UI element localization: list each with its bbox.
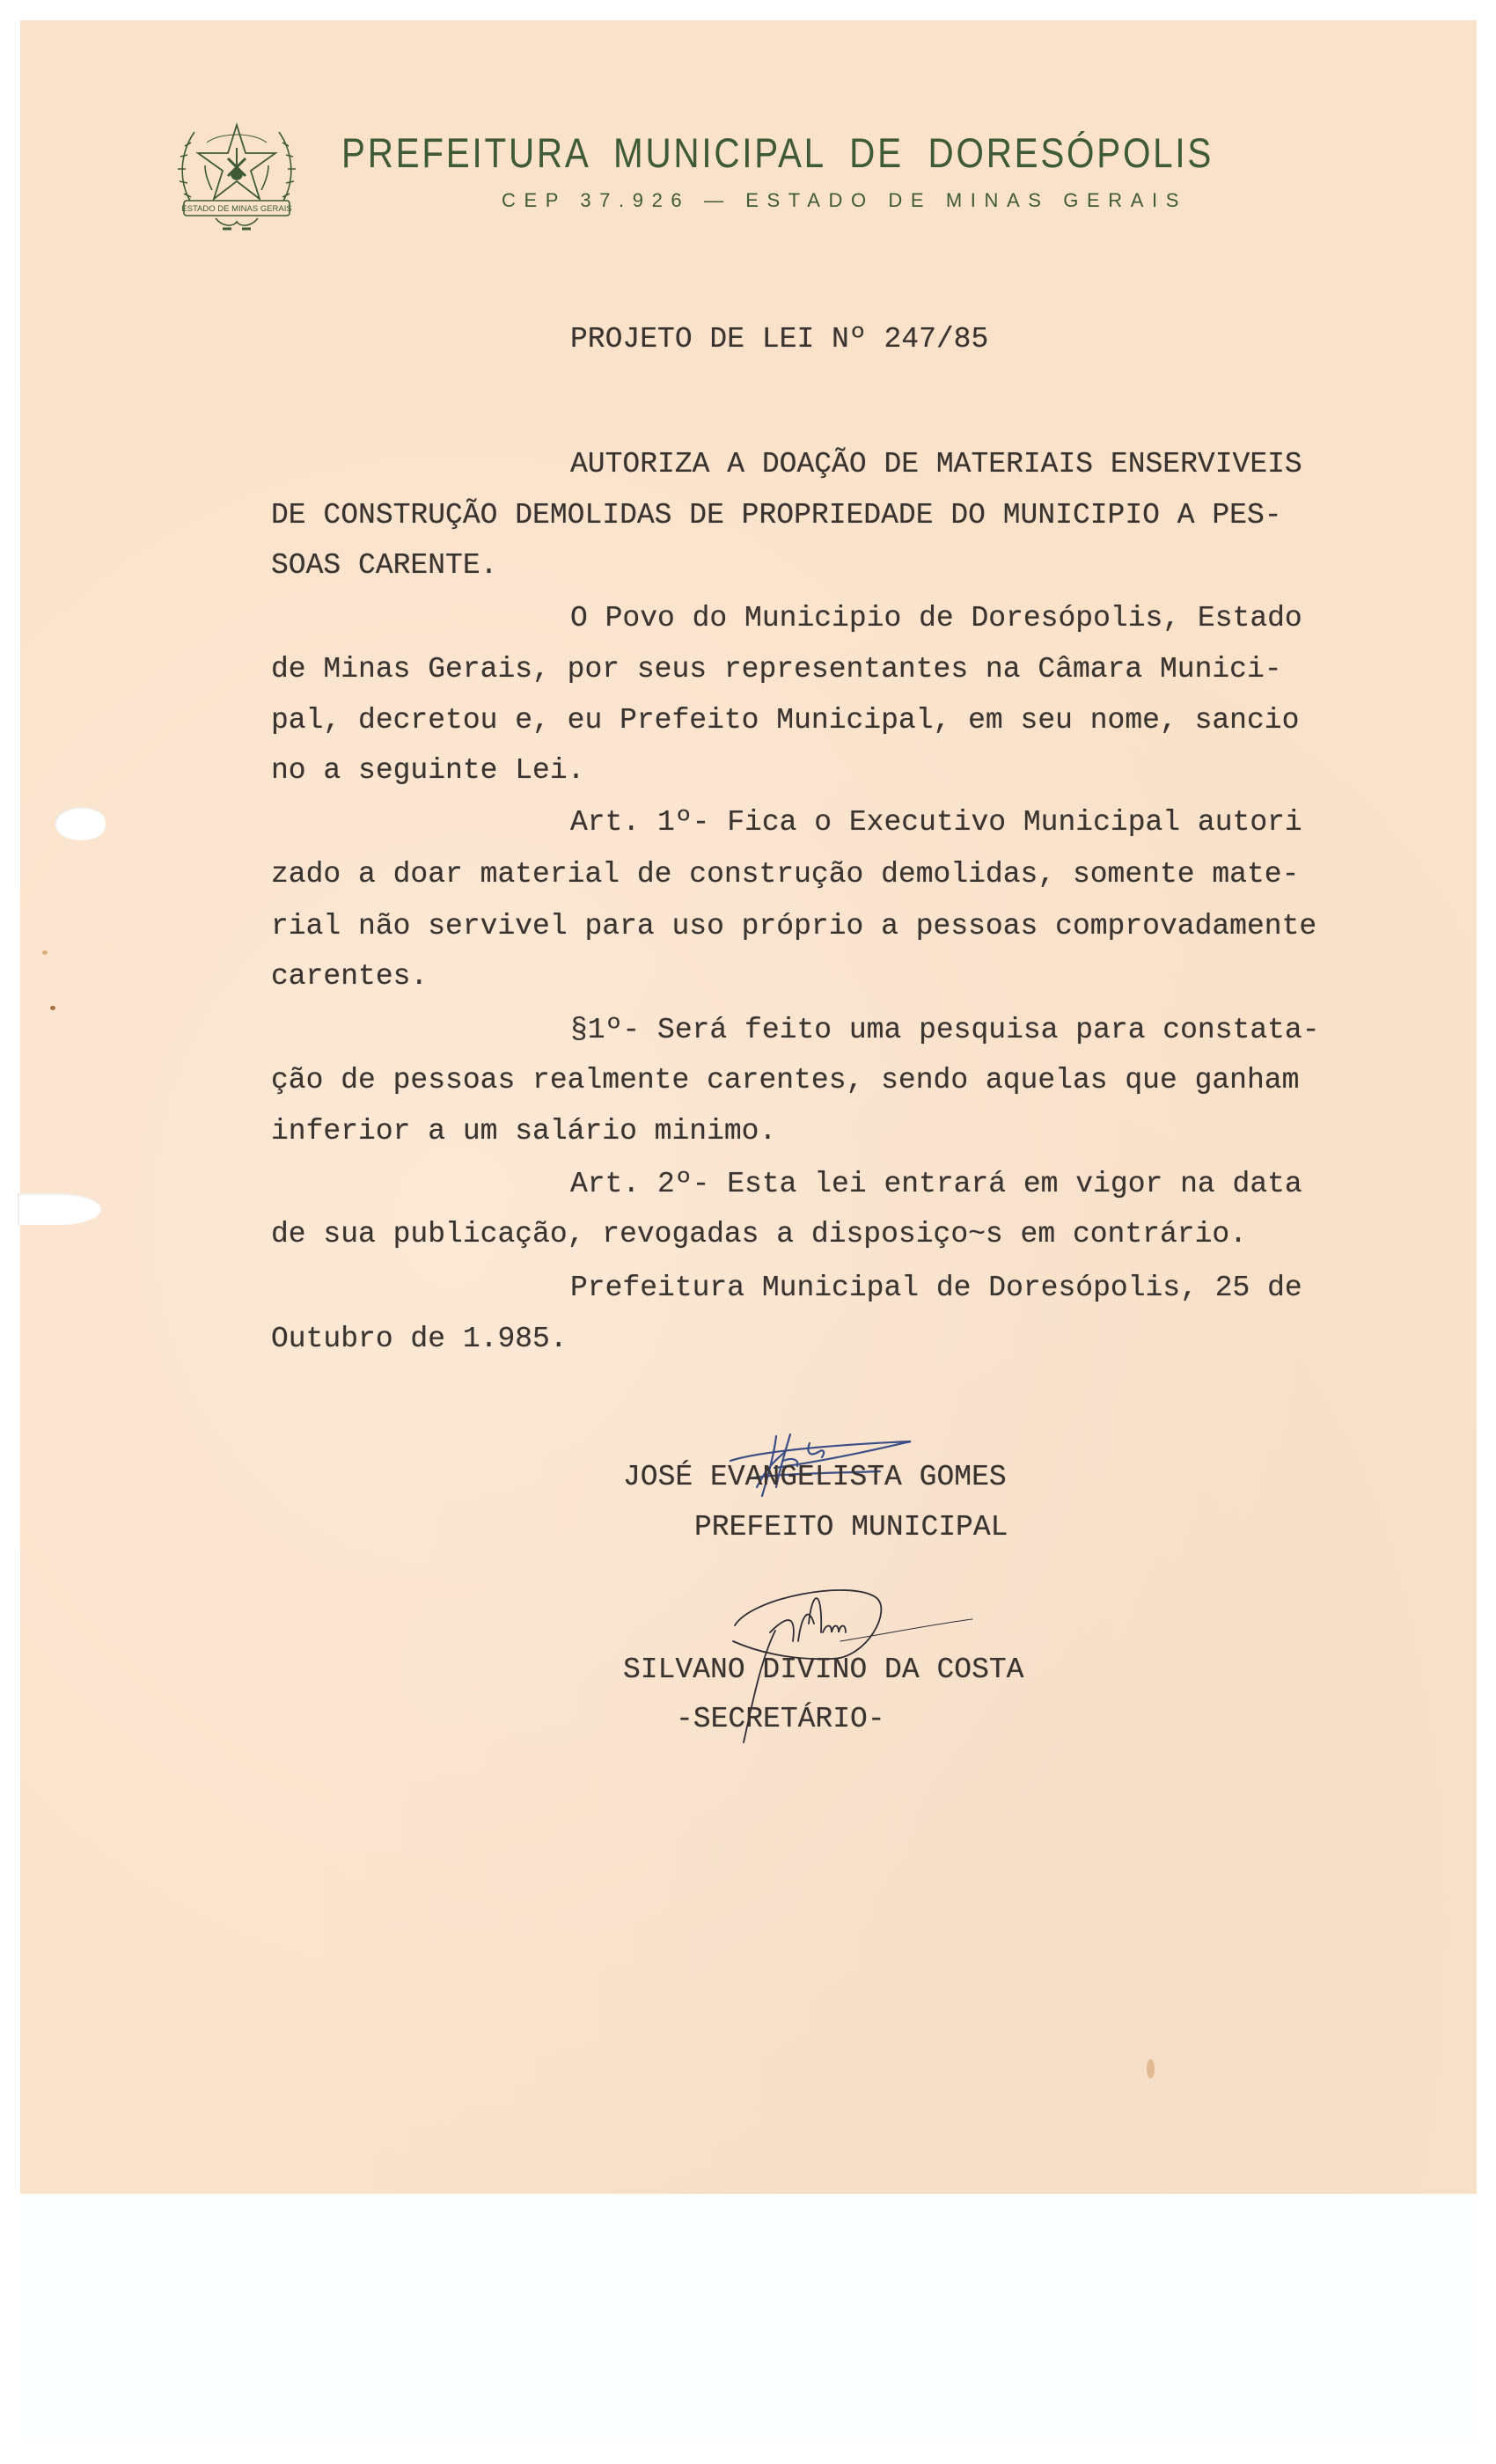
paragraph-1-line: §1º- Será feito uma pesquisa para constata- [570, 1014, 1320, 1046]
preamble-line: pal, decretou e, eu Prefeito Municipal, em seu nome, sancio [271, 704, 1300, 737]
secretary-title: -SECRETÁRIO- [676, 1703, 885, 1735]
article-2-line: Art. 2º- Esta lei entrará em vigor na data [570, 1168, 1302, 1200]
article-1-line: carentes. [271, 960, 429, 993]
article-1-line: zado a doar material de construção demolidas, somente mate- [271, 858, 1300, 891]
paragraph-1-line: ção de pessoas realmente carentes, sendo aquelas que ganham [271, 1064, 1300, 1096]
date-line: Outubro de 1.985. [271, 1323, 568, 1355]
preamble-line: O Povo do Municipio de Doresópolis, Estado [570, 602, 1302, 634]
mayor-name: JOSÉ EVANGELISTA GOMES [623, 1461, 1007, 1493]
paragraph-1-line: inferior a um salário minimo. [271, 1115, 777, 1148]
punch-hole [18, 1193, 101, 1225]
stain-speck [1147, 2059, 1155, 2079]
preamble-line: de Minas Gerais, por seus representantes na Câmara Munici- [271, 653, 1282, 686]
preamble-line: no a seguinte Lei. [271, 754, 585, 787]
backing-sheet [20, 2191, 1477, 2442]
ementa-line: SOAS CARENTE. [271, 549, 498, 582]
date-line: Prefeitura Municipal de Doresópolis, 25 de [570, 1272, 1302, 1304]
ementa-line: DE CONSTRUÇÃO DEMOLIDAS DE PROPRIEDADE DO MUNICIPIO A PES- [271, 499, 1282, 532]
article-1-line: Art. 1º- Fica o Executivo Municipal autori [570, 806, 1302, 839]
punch-hole [55, 807, 106, 840]
letterhead-title: PREFEITURA MUNICIPAL DE DORESÓPOLIS [341, 129, 1214, 176]
mayor-title: PREFEITO MUNICIPAL [694, 1511, 1008, 1544]
stain-speck [50, 1006, 55, 1010]
bill-heading: PROJETO DE LEI Nº 247/85 [570, 323, 989, 356]
article-1-line: rial não servivel para uso próprio a pessoas comprovadamente [271, 910, 1317, 942]
state-coat-of-arms-icon [172, 113, 302, 238]
letterhead-subtitle: CEP 37.926 — ESTADO DE MINAS GERAIS [502, 189, 1187, 211]
stain-speck [42, 950, 48, 955]
ementa-line: AUTORIZA A DOAÇÃO DE MATERIAIS ENSERVIVEIS [570, 448, 1302, 480]
svg-text:ESTADO DE MINAS GERAIS: ESTADO DE MINAS GERAIS [181, 204, 292, 214]
article-2-line: de sua publicação, revogadas a disposiço~s em contrário. [271, 1218, 1247, 1250]
secretary-name: SILVANO DIVINO DA COSTA [623, 1654, 1024, 1686]
